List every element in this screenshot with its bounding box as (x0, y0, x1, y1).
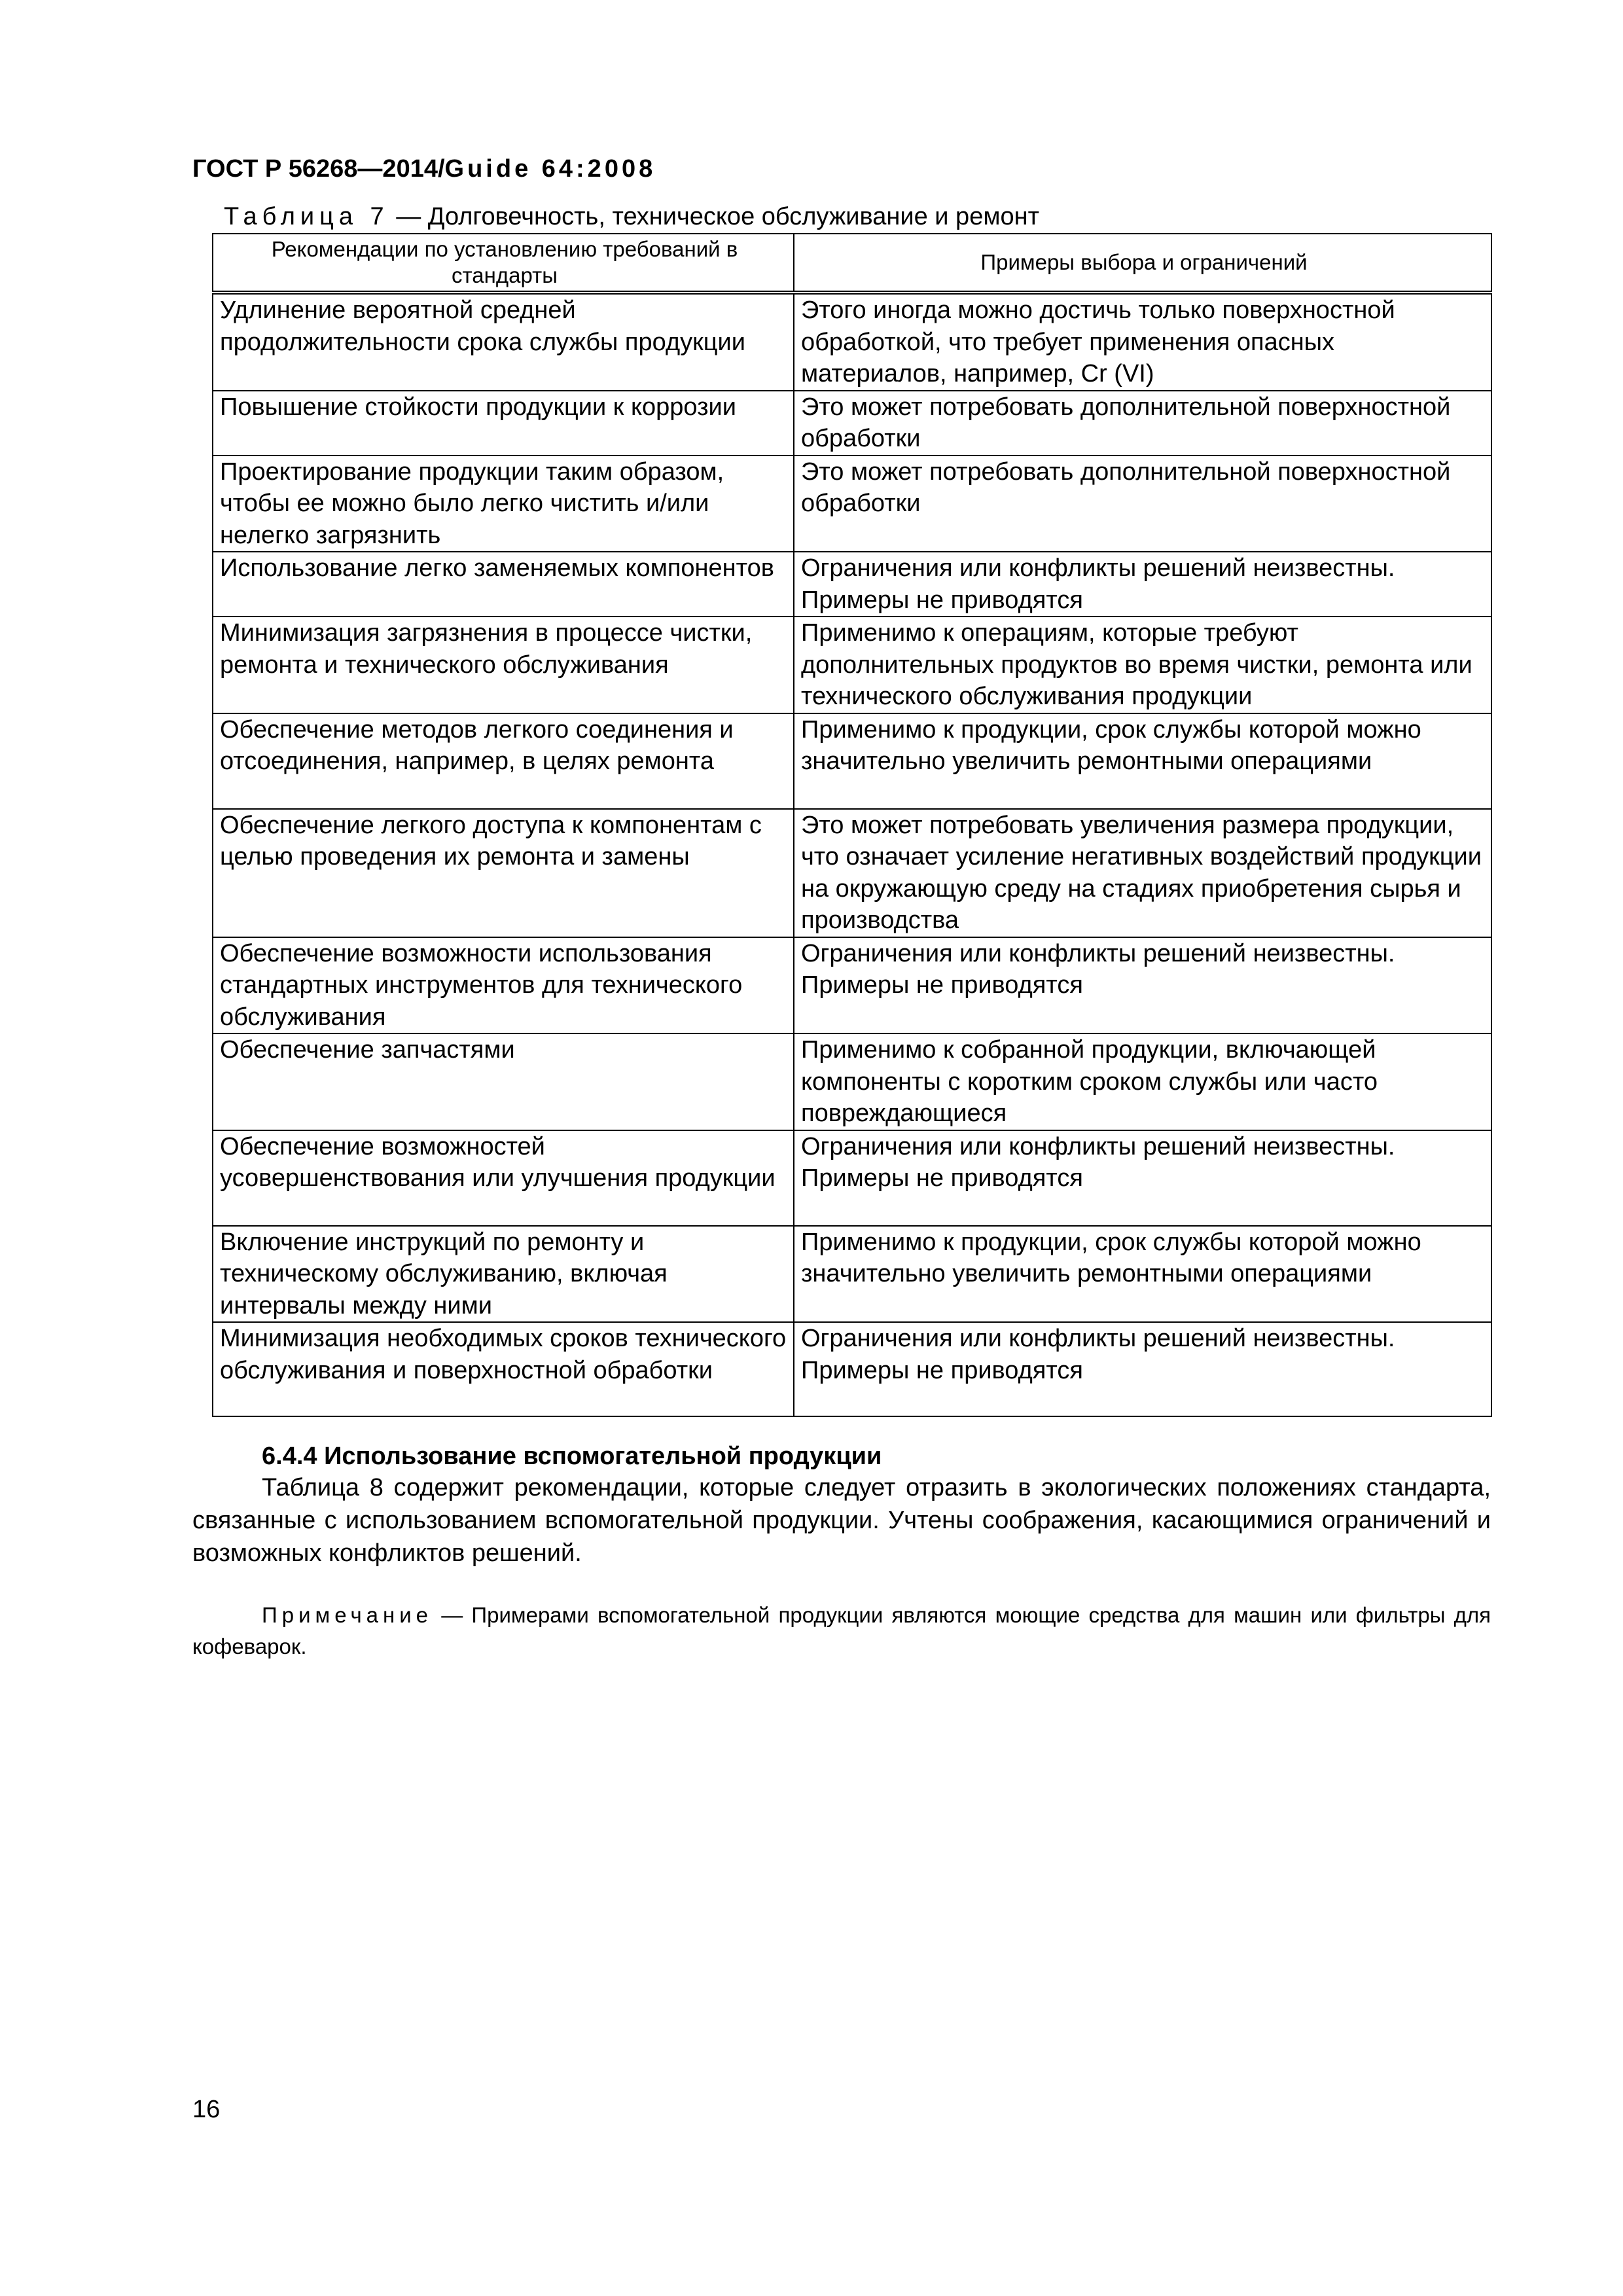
example-cell: Применимо к собранной продукции, включающей компоненты с коротким сроком службы или часто повреждающиеся (794, 1033, 1491, 1130)
recommendation-cell: Повышение стойкости продукции к коррозии (213, 391, 794, 456)
recommendation-cell: Удлинение вероятной средней продолжительности срока службы продукции (213, 293, 794, 391)
table-row (213, 617, 1491, 713)
example-cell: Это может потребовать дополнительной поверхностной обработки (794, 456, 1491, 552)
column-header-recommendations: Рекомендации по установлению требований в стандарты (213, 234, 794, 293)
recommendation-cell: Обеспечение легкого доступа к компонентам с целью проведения их ремонта и замены (213, 809, 794, 937)
note-label: Примечание (262, 1603, 433, 1627)
recommendation-cell: Проектирование продукции таким образом, чтобы ее можно было легко чистить и/или нелегко загрязнить (213, 456, 794, 552)
section-paragraph: Таблица 8 содержит рекомендации, которые следует отразить в экологических положениях стандарта, связанные с использованием вспомогательной продукции. Учтены соображения, касающимися ограничений и возможных конфликтов решений. (192, 1474, 1491, 1567)
recommendation-cell: Использование легко заменяемых компонентов (213, 552, 794, 617)
standard-number: ГОСТ Р 56268—2014/ (192, 155, 445, 183)
table-caption-label: Таблица 7 (224, 203, 389, 230)
table-row (213, 391, 1491, 456)
recommendation-cell: Обеспечение методов легкого соединения и отсоединения, например, в целях ремонта (213, 713, 794, 809)
example-cell: Применимо к продукции, срок службы которой можно значительно увеличить ремонтными операциями (794, 713, 1491, 809)
table-row (213, 456, 1491, 552)
example-cell: Ограничения или конфликты решений неизвестны. Примеры не приводятся (794, 552, 1491, 617)
guide-number: Guide 64:2008 (444, 155, 656, 183)
note-text: — Примерами вспомогательной продукции являются моющие средства для машин или фильтры для кофеварок. (192, 1603, 1491, 1659)
table-row (213, 1226, 1491, 1323)
durability-table (212, 233, 1492, 1417)
page-number: 16 (192, 2096, 221, 2123)
example-cell: Применимо к операциям, которые требуют дополнительных продуктов во время чистки, ремонта или технического обслуживания продукции (794, 617, 1491, 713)
table-caption-title: — Долговечность, техническое обслуживание и ремонт (389, 203, 1039, 230)
table-row (213, 937, 1491, 1034)
example-cell: Ограничения или конфликты решений неизвестны. Примеры не приводятся (794, 1322, 1491, 1416)
table-row (213, 552, 1491, 617)
recommendation-cell: Обеспечение возможностей усовершенствования или улучшения продукции (213, 1130, 794, 1226)
recommendation-cell: Минимизация загрязнения в процессе чистки, ремонта и технического обслуживания (213, 617, 794, 713)
table-row (213, 713, 1491, 809)
note (192, 1600, 1491, 1662)
table-caption (224, 202, 1039, 232)
example-cell: Это может потребовать дополнительной поверхностной обработки (794, 391, 1491, 456)
document-header (192, 154, 656, 183)
recommendation-cell: Обеспечение возможности использования стандартных инструментов для технического обслуживания (213, 937, 794, 1034)
section-heading: 6.4.4 Использование вспомогательной продукции (262, 1443, 882, 1470)
column-header-examples: Примеры выбора и ограничений (794, 234, 1491, 293)
table-header-row (213, 234, 1491, 293)
recommendation-cell: Обеспечение запчастями (213, 1033, 794, 1130)
table-row (213, 1322, 1491, 1416)
example-cell: Ограничения или конфликты решений неизвестны. Примеры не приводятся (794, 937, 1491, 1034)
recommendation-cell: Включение инструкций по ремонту и техническому обслуживанию, включая интервалы между ними (213, 1226, 794, 1323)
table-row (213, 1130, 1491, 1226)
example-cell: Этого иногда можно достичь только поверхностной обработкой, что требует применения опасных материалов, например, Cr (VI) (794, 293, 1491, 391)
example-cell: Ограничения или конфликты решений неизвестны. Примеры не приводятся (794, 1130, 1491, 1226)
table-row (213, 1033, 1491, 1130)
table-row (213, 293, 1491, 391)
recommendation-cell: Минимизация необходимых сроков технического обслуживания и поверхностной обработки (213, 1322, 794, 1416)
example-cell: Это может потребовать увеличения размера продукции, что означает усиление негативных воздействий продукции на окружающую среду на стадиях приобретения сырья и производства (794, 809, 1491, 937)
table-row (213, 809, 1491, 937)
example-cell: Применимо к продукции, срок службы которой можно значительно увеличить ремонтными операциями (794, 1226, 1491, 1323)
